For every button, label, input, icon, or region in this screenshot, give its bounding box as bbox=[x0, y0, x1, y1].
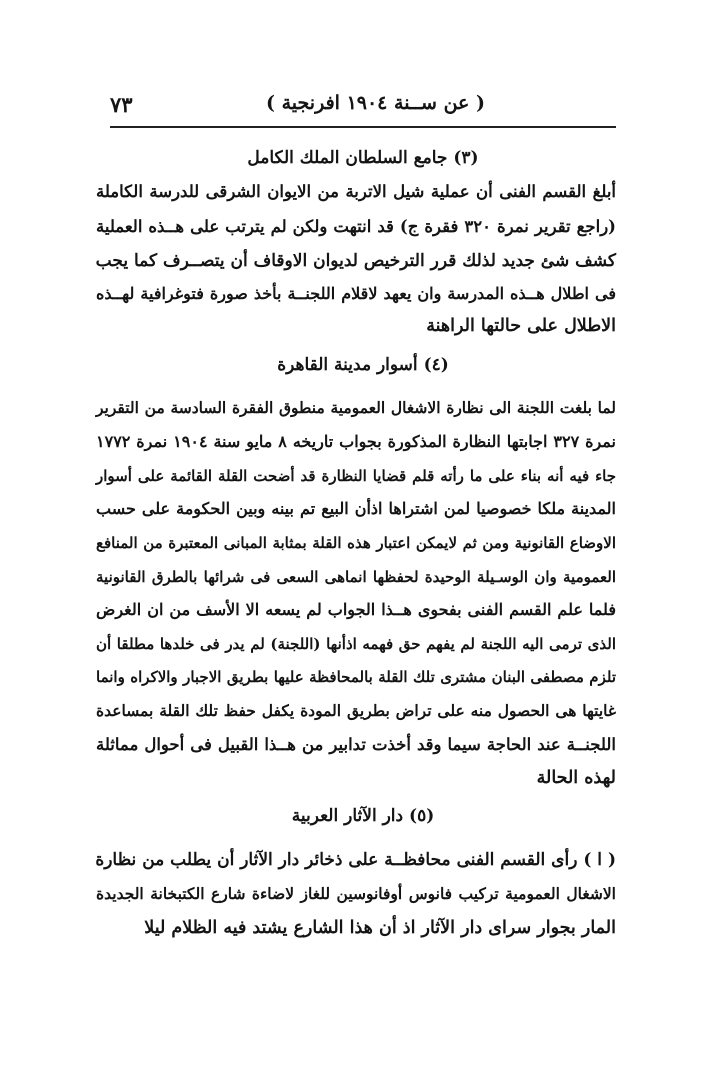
section-5-line-1: ( ا ) رأى القسم الفنى محافظــة على ذخائر دار الآثار أن يطلب من نظارة bbox=[95, 850, 616, 870]
section-4-line-4: المدينة ملكا خصوصيا لمن اشتراها اذأن البيع تم بينه وبين الحكومة على حسب bbox=[96, 499, 616, 518]
running-head: ( عن ســنة ١٩٠٤ افرنجية ) bbox=[266, 92, 485, 114]
section-4-line-6: العمومية وان الوسـيلة الوحيدة لحفظها انماهى السعى فى شرائها بالطرق القانونية bbox=[96, 568, 616, 586]
section-4-line-3: جاء فيه أنه بناء على ما رأته قلم قضايا النظارة قد أضحت القلة القائمة على أسوار bbox=[96, 467, 616, 485]
section-3-line-4: فى اطلال هــذه المدرسة وان يعهد لاقلام اللجنــة بأخذ صورة فتوغرافية لهــذه bbox=[96, 284, 616, 303]
section-5-line-2: الاشغال العمومية تركيب فانوس أوفانوسين للغاز لاضاءة شارع الكتبخانة الجديدة bbox=[96, 884, 616, 903]
page-number: ٧٣ bbox=[110, 92, 133, 117]
section-4-line-5: الاوضاع القانونية ومن ثم لايمكن اعتبار هذه القلة بمثابة المبانى المعتبرة من المنافع bbox=[96, 534, 616, 552]
section-heading-4: (٤) أسوار مدينة القاهرة bbox=[277, 355, 449, 375]
section-3-line-2: (راجع تقرير نمرة ٣٢٠ فقرة ج) قد انتهت ولكن لم يترتب على هــذه العملية bbox=[96, 217, 616, 236]
section-3-line-3: كشف شئ جديد لذلك قرر الترخيص لديوان الاوقاف أن يتصــرف كما يجب bbox=[95, 251, 616, 271]
section-4-line-11: اللجنــة عند الحاجة سيما وقد أخذت تدابير من هــذا القبيل فى أحوال مماثلة bbox=[96, 735, 616, 754]
page-header bbox=[110, 92, 615, 126]
header-rule bbox=[110, 126, 616, 128]
section-5-line-3: المار بجوار سراى دار الآثار اذ أن هذا الشارع يشتد فيه الظلام ليلا bbox=[144, 918, 616, 938]
section-4-line-9: تلزم مصطفى البنان مشترى تلك القلة بالمحافظة عليها بطريق الاجبار والاكراه وانما bbox=[96, 668, 616, 686]
section-3-line-5: الاطلال على حالتها الراهنة bbox=[426, 316, 616, 336]
section-3-line-1: أبلغ القسم الفنى أن عملية شيل الاتربة من الايوان الشرقى للدرسة الكاملة bbox=[96, 182, 616, 201]
section-4-line-10: غايتها هى الحصول منه على تراض بطريق المودة يكفل حفظ تلك القلة بمساعدة bbox=[96, 701, 616, 720]
section-4-line-12: لهذه الحالة bbox=[536, 768, 616, 788]
section-heading-5: (٥) دار الآثار العربية bbox=[291, 806, 435, 826]
section-4-line-1: لما بلغت اللجنة الى نظارة الاشغال العمومية منطوق الفقرة السادسة من التقرير bbox=[96, 398, 616, 417]
section-4-line-8: الذى ترمى اليه اللجنة لم يفهم حق فهمه اذأنها (اللجنة) لم يدر فى خلدها مطلقا أن bbox=[96, 635, 616, 653]
section-4-line-7: فلما علم القسم الفنى بفحوى هــذا الجواب لم يسعه الا الأسف من ان الغرض bbox=[96, 600, 616, 619]
section-4-line-2: نمرة ٣٢٧ اجابتها النظارة المذكورة بجواب تاريخه ٨ مايو سنة ١٩٠٤ نمرة ١٧٧٢ bbox=[96, 432, 617, 451]
section-heading-3: (٣) جامع السلطان الملك الكامل bbox=[247, 148, 479, 168]
